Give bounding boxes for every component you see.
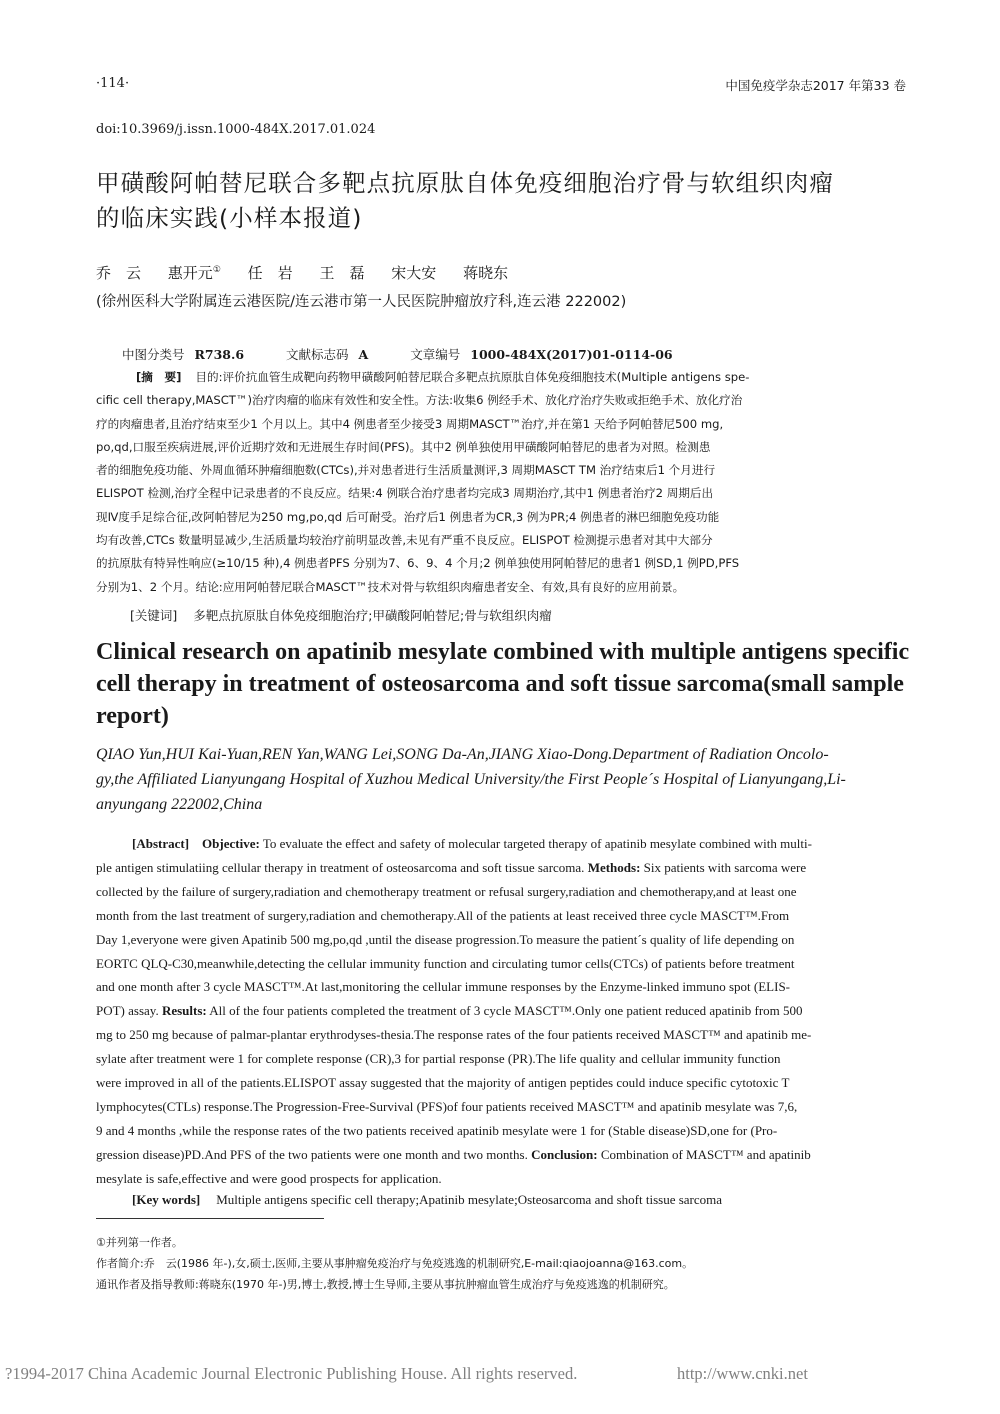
- page-number: ·114·: [96, 76, 130, 91]
- clc-label: 中图分类号: [122, 347, 185, 362]
- chinese-title: [96, 166, 916, 236]
- abstract-line: ELISPOT 检测,治疗全程中记录患者的不良反应。结果:4 例联合治疗患者均完成3 周期治疗,其中1 例患者治疗2 周期后出: [96, 486, 714, 501]
- abstract-line: lymphocytes(CTLs) response.The Progression-Free-Survival (PFS)of four patients received MASCT™ and apatinib mesylate was 7,6,: [96, 1098, 798, 1114]
- abstract-line: 的抗原肽有特异性响应(≥10/15 种),4 例患者PFS 分别为7、6、9、4 个月;2 例单独使用阿帕替尼的患者1 例SD,1 例PD,PFS: [96, 556, 740, 571]
- doc-code-value: A: [358, 347, 369, 362]
- abstract-text: Combination of MASCT™ and apatinib: [600, 1146, 811, 1162]
- english-authors-line: gy,the Affiliated Lianyungang Hospital of Xuzhou Medical University/the First People´s Hospital of Lianyungang,Li-: [96, 771, 846, 788]
- abstract-line: [96, 366, 906, 389]
- abstract-line: Day 1,everyone were given Apatinib 500 mg,po,qd ,until the disease progression.To measure the patient´s quality of life depending on: [96, 931, 795, 947]
- abstract-text: POT) assay.: [96, 1003, 159, 1019]
- english-authors: [96, 742, 911, 817]
- footnote: ①并列第一作者。: [96, 1236, 183, 1249]
- author-name: 惠开元: [167, 264, 213, 282]
- abstract-line: [96, 999, 906, 1023]
- keywords-text: 多靶点抗原肽自体免疫细胞治疗;甲磺酸阿帕替尼;骨与软组织肉瘤: [193, 608, 552, 623]
- abstract-line: sylate after treatment were 1 for complete response (CR),3 for partial response (PR).The life quality and cellular immunity function: [96, 1051, 781, 1067]
- abstract-text: gression disease)PD.And PFS of the two patients were one month and two months.: [96, 1146, 528, 1162]
- author-name: 乔 云: [96, 264, 142, 282]
- english-title-line: report): [96, 703, 169, 729]
- copyright-text: ?1994-2017 China Academic Journal Electronic Publishing House. All rights reserved.: [5, 1364, 578, 1383]
- chinese-title-line: 的临床实践(小样本报道): [96, 204, 363, 232]
- english-title: [96, 636, 916, 732]
- abstract-line: 疗的肉瘤患者,且治疗结束至少1 个月以上。其中4 例患者至少接受3 周期MASCT™治疗,并在第1 天给予阿帕替尼500 mg,: [96, 416, 724, 431]
- chinese-authors: [96, 262, 530, 283]
- abstract-text: To evaluate the effect and safety of molecular targeted therapy of apatinib mesylate combined with multi-: [262, 836, 812, 851]
- abstract-line: were improved in all of the patients.ELISPOT assay suggested that the majority of antigen peptides could induce specific cytotoxic T: [96, 1075, 790, 1091]
- abstract-line: 者的细胞免疫功能、外周血循环肿瘤细胞数(CTCs),并对患者进行生活质量测评,3 周期MASCT TM 治疗结束后1 个月进行: [96, 463, 716, 478]
- doc-code-label: 文献标志码: [286, 347, 349, 362]
- english-keywords: [132, 1192, 722, 1208]
- author-footnote-mark: ①: [212, 265, 221, 275]
- footnote: 作者简介:乔 云(1986 年-),女,硕士,医师,主要从事肿瘤免疫治疗与免疫逃逸的机制研究,E-mail:qiaojoanna@163.com。: [96, 1257, 694, 1270]
- chinese-keywords: [130, 606, 552, 624]
- abstract-line: 均有改善,CTCs 数量明显减少,生活质量均较治疗前明显改善,未见有严重不良反应。ELISPOT 检测提示患者对其中大部分: [96, 533, 713, 548]
- abstract-line: mesylate is safe,effective and were good prospects for application.: [96, 1170, 442, 1186]
- cnki-url: http://www.cnki.net: [677, 1364, 808, 1383]
- english-title-line: Clinical research on apatinib mesylate combined with multiple antigens specific: [96, 639, 910, 665]
- abstract-line: and one month after 3 cycle MASCT™.At last,monitoring the cellular immune responses by the Enzyme-linked immuno spot (ELIS-: [96, 979, 791, 995]
- doi: doi:10.3969/j.issn.1000-484X.2017.01.024: [96, 122, 376, 137]
- english-title-line: cell therapy in treatment of osteosarcoma and soft tissue sarcoma(small sample: [96, 671, 904, 697]
- abstract-line: [96, 832, 906, 856]
- abstract-line: po,qd,口服至疾病进展,评价近期疗效和无进展生存时间(PFS)。其中2 例单独使用甲磺酸阿帕替尼的患者为对照。检测患: [96, 439, 711, 454]
- conclusion-label: Conclusion:: [531, 1146, 598, 1162]
- abstract-line: cific cell therapy,MASCT™)治疗肉瘤的临床有效性和安全性。方法:收集6 例经手术、放化疗治疗失败或拒绝手术、放化疗治: [96, 393, 743, 408]
- author-name-with-mark: [168, 262, 221, 283]
- keywords-tag: [Key words]: [132, 1192, 201, 1207]
- author-name: 王 磊: [319, 264, 365, 282]
- abstract-line: 9 and 4 months ,while the response rates of the two patients received apatinib mesylate were 1 for (Stable disease)SD,one for (Pro-: [96, 1122, 778, 1138]
- english-abstract: [96, 832, 906, 1191]
- abstract-line: [96, 856, 906, 880]
- keywords-tag: [关键词]: [130, 608, 178, 623]
- english-authors-line: anyungang 222002,China: [96, 796, 263, 813]
- keywords-text: Multiple antigens specific cell therapy;Apatinib mesylate;Osteosarcoma and shoft tissue sarcoma: [216, 1192, 723, 1207]
- abstract-text: All of the four patients completed the treatment of 3 cycle MASCT™.Only one patient reduced apatinib from 500: [209, 1003, 803, 1019]
- abstract-text: Six patients with sarcoma were: [643, 859, 807, 875]
- chinese-abstract: [96, 366, 906, 599]
- abstract-line: mg to 250 mg because of palmar-plantar erythrodyses-thesia.The response rates of the four patients received MASCT™ and apatinib me-: [96, 1027, 812, 1043]
- abstract-line: [96, 1143, 906, 1167]
- abstract-tag: [摘 要]: [136, 370, 182, 384]
- english-authors-line: QIAO Yun,HUI Kai-Yuan,REN Yan,WANG Lei,SONG Da-An,JIANG Xiao-Dong.Department of Radiation Oncolo-: [96, 746, 829, 763]
- author-name: 蒋晓东: [463, 264, 509, 282]
- running-header: [96, 76, 906, 96]
- footnote: 通讯作者及指导教师:蒋晓东(1970 年-)男,博士,教授,博士生导师,主要从事抗肿瘤血管生成治疗与免疫逃逸的机制研究。: [96, 1278, 675, 1291]
- abstract-line: 分别为1、2 个月。结论:应用阿帕替尼联合MASCT™技术对骨与软组织肉瘤患者安全、有效,具有良好的应用前景。: [96, 579, 685, 594]
- journal-name: 中国免疫学杂志2017 年第33 卷: [725, 78, 906, 93]
- abstract-tag: [Abstract]: [132, 836, 190, 851]
- abstract-text: 目的:评价抗血管生成靶向药物甲磺酸阿帕替尼联合多靶点抗原肽自体免疫细胞技术(Multiple antigens spe-: [195, 370, 750, 384]
- footnote-divider: [96, 1218, 324, 1219]
- footnotes: [96, 1232, 906, 1295]
- abstract-line: 现Ⅳ度手足综合征,改阿帕替尼为250 mg,po,qd 后可耐受。治疗后1 例患者为CR,3 例为PR;4 例患者的淋巴细胞免疫功能: [96, 509, 720, 524]
- author-name: 宋大安: [391, 264, 437, 282]
- chinese-affiliation: (徐州医科大学附属连云港医院/连云港市第一人民医院肿瘤放疗科,连云港 222002): [96, 294, 627, 310]
- abstract-line: month from the last treatment of surgery,radiation and chemotherapy.All of the patients at least received three cycle MASCT™.From: [96, 907, 790, 923]
- objective-label: Objective:: [202, 836, 260, 851]
- results-label: Results:: [161, 1003, 207, 1019]
- abstract-line: EORTC QLQ-C30,meanwhile,detecting the cellular immunity function and circulating tumor cells(CTCs) of patients before treatment: [96, 955, 795, 971]
- abstract-line: collected by the failure of surgery,radiation and chemotherapy treatment or refusal surgery,radiation and chemotherapy,and at least one: [96, 883, 797, 899]
- classification-line: [122, 345, 711, 363]
- methods-label: Methods:: [587, 859, 641, 875]
- abstract-text: ple antigen stimulatiing cellular therapy in treatment of osteosarcoma and soft tissue sarcoma.: [96, 859, 585, 875]
- chinese-title-line: 甲磺酸阿帕替尼联合多靶点抗原肽自体免疫细胞治疗骨与软组织肉瘤: [96, 169, 834, 197]
- article-number-value: 1000-484X(2017)01-0114-06: [470, 347, 673, 362]
- article-number-label: 文章编号: [410, 347, 461, 362]
- author-name: 任 岩: [247, 264, 293, 282]
- clc-value: R738.6: [194, 347, 245, 362]
